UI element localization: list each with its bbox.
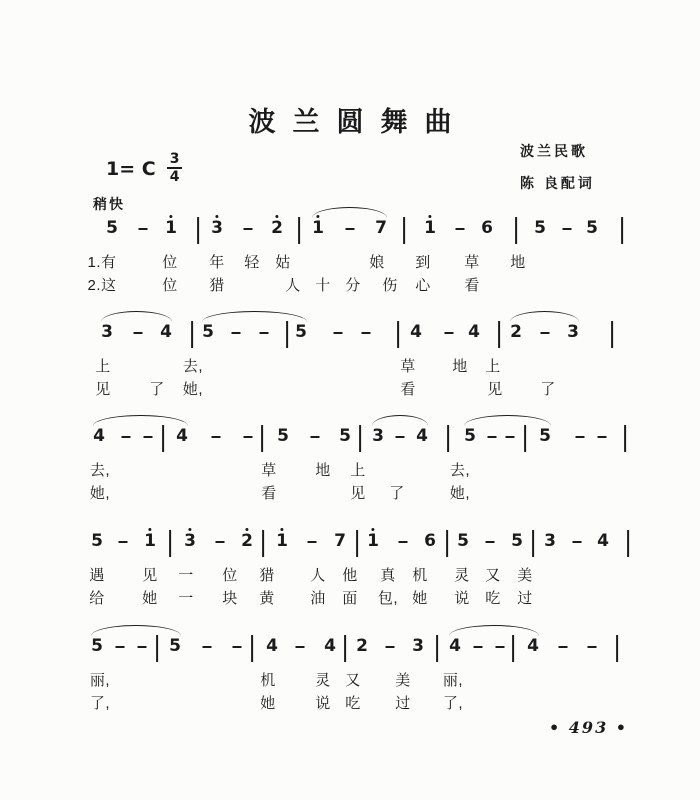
lyric-syllable: 到	[415, 254, 431, 271]
lyric-syllable: 油	[310, 590, 326, 607]
duration-dash	[445, 332, 454, 334]
duration-dash	[541, 332, 550, 334]
note: 4	[160, 322, 172, 342]
slur	[101, 311, 172, 322]
slur	[372, 415, 428, 426]
note: 4	[410, 322, 422, 342]
lyric-syllable: 去,	[182, 358, 204, 375]
note: 2	[241, 531, 253, 551]
lyric-syllable: 地	[315, 462, 331, 479]
note: 5	[339, 426, 351, 446]
barline	[624, 425, 626, 452]
lyric-syllable: 机	[260, 672, 276, 689]
note: 5	[277, 426, 289, 446]
note: 2	[271, 218, 283, 238]
lyric-syllable: 说	[315, 695, 331, 712]
barline	[447, 425, 449, 452]
credit-source: 波兰民歌	[520, 143, 588, 159]
note: 4	[468, 322, 480, 342]
lyric-syllable: 十	[315, 277, 331, 294]
lyric-syllable: 她,	[449, 485, 471, 502]
barline	[286, 321, 288, 348]
note: 6	[424, 531, 436, 551]
slur	[93, 415, 188, 426]
barline	[524, 425, 526, 452]
lyric-syllable: 上	[350, 462, 366, 479]
duration-dash	[474, 646, 483, 648]
duration-dash	[399, 541, 408, 543]
duration-dash	[216, 541, 225, 543]
note: 4	[449, 636, 461, 656]
barline	[515, 217, 517, 244]
lyric-syllable: 人	[310, 567, 326, 584]
lyric-syllable: 了,	[442, 695, 464, 712]
tempo-marking: 稍快	[93, 196, 125, 212]
lyric-syllable: 年	[209, 254, 225, 271]
duration-dash	[116, 646, 125, 648]
note: 5	[539, 426, 551, 446]
note: 5	[91, 636, 103, 656]
duration-dash	[456, 228, 465, 230]
barline	[262, 530, 264, 557]
note: 2	[356, 636, 368, 656]
lyric-syllable: 位	[162, 277, 178, 294]
barline	[251, 635, 253, 662]
barline	[356, 530, 358, 557]
lyric-syllable: 给	[89, 590, 105, 607]
music-system-3	[0, 412, 700, 508]
note: 5	[511, 531, 523, 551]
duration-dash	[203, 646, 212, 648]
lyric-syllable: 遇	[89, 567, 105, 584]
note: 1	[424, 218, 436, 238]
lyric-syllable: 又	[345, 672, 361, 689]
lyric-syllable: 了	[149, 381, 165, 398]
note: 5	[106, 218, 118, 238]
lyric-syllable: 块	[222, 590, 238, 607]
note: 4	[597, 531, 609, 551]
lyric-syllable: 了,	[89, 695, 111, 712]
duration-dash	[588, 646, 597, 648]
duration-dash	[559, 646, 568, 648]
lyric-syllable: 她,	[182, 381, 204, 398]
lyric-syllable: 猎	[209, 277, 225, 294]
lyric-syllable: 上	[95, 358, 111, 375]
lyric-syllable: 地	[452, 358, 468, 375]
barline	[611, 321, 613, 348]
duration-dash	[334, 332, 343, 334]
duration-dash	[233, 646, 242, 648]
lyric-syllable: 灵	[315, 672, 331, 689]
slur	[464, 415, 551, 426]
lyric-syllable: 她,	[89, 485, 111, 502]
lyric-syllable: 又	[485, 567, 501, 584]
duration-dash	[232, 332, 241, 334]
barline	[627, 530, 629, 557]
lyric-syllable: 猎	[259, 567, 275, 584]
lyric-syllable: 过	[517, 590, 533, 607]
note: 3	[372, 426, 384, 446]
lyric-syllable: 看	[464, 277, 480, 294]
note: 4	[416, 426, 428, 446]
note: 7	[375, 218, 387, 238]
duration-dash	[311, 436, 320, 438]
lyric-syllable: 见	[142, 567, 158, 584]
lyric-syllable: 去,	[449, 462, 471, 479]
music-system-5	[0, 622, 700, 718]
lyric-syllable: 灵	[454, 567, 470, 584]
lyric-syllable: 地	[510, 254, 526, 271]
lyric-syllable: 看	[400, 381, 416, 398]
lyric-syllable: 了	[389, 485, 405, 502]
duration-dash	[488, 436, 497, 438]
lyric-syllable: 草	[261, 462, 277, 479]
lyric-syllable: 她	[412, 590, 428, 607]
duration-dash	[244, 436, 253, 438]
barline	[298, 217, 300, 244]
lyric-syllable: 姑	[275, 254, 291, 271]
note: 3	[184, 531, 196, 551]
lyric-syllable: 说	[454, 590, 470, 607]
note: 1	[144, 531, 156, 551]
lyric-syllable: 见	[487, 381, 503, 398]
lyric-syllable: 心	[415, 277, 431, 294]
duration-dash	[573, 541, 582, 543]
barline	[197, 217, 199, 244]
lyric-syllable: 丽,	[89, 672, 111, 689]
note: 6	[481, 218, 493, 238]
lyric-syllable: 娘	[369, 254, 385, 271]
barline	[397, 321, 399, 348]
lyric-syllable: 见	[95, 381, 111, 398]
duration-dash	[563, 228, 572, 230]
barline	[156, 635, 158, 662]
note: 1	[276, 531, 288, 551]
lyric-syllable: 见	[350, 485, 366, 502]
note: 5	[91, 531, 103, 551]
slur	[312, 207, 387, 218]
note: 4	[176, 426, 188, 446]
barline	[162, 425, 164, 452]
note: 5	[457, 531, 469, 551]
duration-dash	[144, 436, 153, 438]
note: 3	[544, 531, 556, 551]
duration-dash	[598, 436, 607, 438]
note: 5	[464, 426, 476, 446]
lyric-syllable: 美	[517, 567, 533, 584]
lyric-syllable: 机	[412, 567, 428, 584]
time-sig-denominator: 4	[167, 167, 183, 185]
duration-dash	[346, 228, 355, 230]
note: 4	[527, 636, 539, 656]
lyric-syllable: 过	[395, 695, 411, 712]
duration-dash	[212, 436, 221, 438]
barline	[436, 635, 438, 662]
lyric-syllable: 上	[485, 358, 501, 375]
duration-dash	[576, 436, 585, 438]
duration-dash	[138, 646, 147, 648]
duration-dash	[260, 332, 269, 334]
duration-dash	[134, 332, 143, 334]
note: 1	[367, 531, 379, 551]
barline	[261, 425, 263, 452]
barline	[512, 635, 514, 662]
note: 3	[412, 636, 424, 656]
lyric-syllable: 轻	[244, 254, 260, 271]
key-signature	[106, 152, 182, 186]
barline	[616, 635, 618, 662]
note: 4	[324, 636, 336, 656]
duration-dash	[496, 646, 505, 648]
time-sig-numerator: 3	[169, 151, 180, 167]
lyric-syllable: 2.这	[87, 277, 117, 294]
lyric-syllable: 她	[142, 590, 158, 607]
lyric-syllable: 1.有	[87, 254, 117, 271]
lyric-syllable: 他	[342, 567, 358, 584]
note: 4	[93, 426, 105, 446]
lyric-syllable: 位	[222, 567, 238, 584]
note: 5	[586, 218, 598, 238]
lyric-syllable: 了	[540, 381, 556, 398]
lyric-syllable: 看	[261, 485, 277, 502]
duration-dash	[386, 646, 395, 648]
note: 4	[266, 636, 278, 656]
lyric-syllable: 一	[178, 567, 194, 584]
key-label: 1= C	[106, 157, 156, 180]
lyric-syllable: 吃	[345, 695, 361, 712]
note: 2	[510, 322, 522, 342]
lyric-syllable: 黄	[259, 590, 275, 607]
lyric-syllable: 伤	[382, 277, 398, 294]
lyric-syllable: 包,	[377, 590, 399, 607]
note: 5	[202, 322, 214, 342]
barline	[169, 530, 171, 557]
duration-dash	[244, 228, 253, 230]
duration-dash	[486, 541, 495, 543]
barline	[621, 217, 623, 244]
slur	[91, 625, 181, 636]
lyric-syllable: 位	[162, 254, 178, 271]
lyric-syllable: 美	[395, 672, 411, 689]
music-system-4	[0, 517, 700, 613]
lyric-syllable: 她	[260, 695, 276, 712]
note: 1	[165, 218, 177, 238]
duration-dash	[122, 436, 131, 438]
duration-dash	[296, 646, 305, 648]
note: 3	[567, 322, 579, 342]
duration-dash	[506, 436, 515, 438]
barline	[359, 425, 361, 452]
barline	[446, 530, 448, 557]
duration-dash	[362, 332, 371, 334]
lyric-syllable: 真	[380, 567, 396, 584]
barline	[532, 530, 534, 557]
music-system-2	[0, 308, 700, 404]
lyric-syllable: 丽,	[442, 672, 464, 689]
note: 7	[334, 531, 346, 551]
duration-dash	[396, 436, 405, 438]
note: 5	[169, 636, 181, 656]
slur	[449, 625, 539, 636]
time-signature	[167, 152, 183, 186]
lyric-syllable: 去,	[89, 462, 111, 479]
lyric-syllable: 吃	[485, 590, 501, 607]
duration-dash	[119, 541, 128, 543]
credit-lyricist: 陈 良配词	[520, 175, 595, 191]
page-number: • 493 •	[549, 718, 628, 737]
music-system-1	[0, 204, 700, 300]
lyric-syllable: 人	[285, 277, 301, 294]
lyric-syllable: 面	[342, 590, 358, 607]
barline	[498, 321, 500, 348]
lyric-syllable: 一	[178, 590, 194, 607]
slur	[510, 311, 579, 322]
page-title: 波兰圆舞曲	[248, 107, 469, 137]
barline	[344, 635, 346, 662]
lyric-syllable: 草	[464, 254, 480, 271]
note: 1	[312, 218, 324, 238]
note: 5	[295, 322, 307, 342]
note: 3	[101, 322, 113, 342]
duration-dash	[139, 228, 148, 230]
slur	[202, 311, 307, 322]
note: 3	[211, 218, 223, 238]
lyric-syllable: 分	[345, 277, 361, 294]
duration-dash	[308, 541, 317, 543]
lyric-syllable: 草	[400, 358, 416, 375]
barline	[191, 321, 193, 348]
note: 5	[534, 218, 546, 238]
barline	[403, 217, 405, 244]
